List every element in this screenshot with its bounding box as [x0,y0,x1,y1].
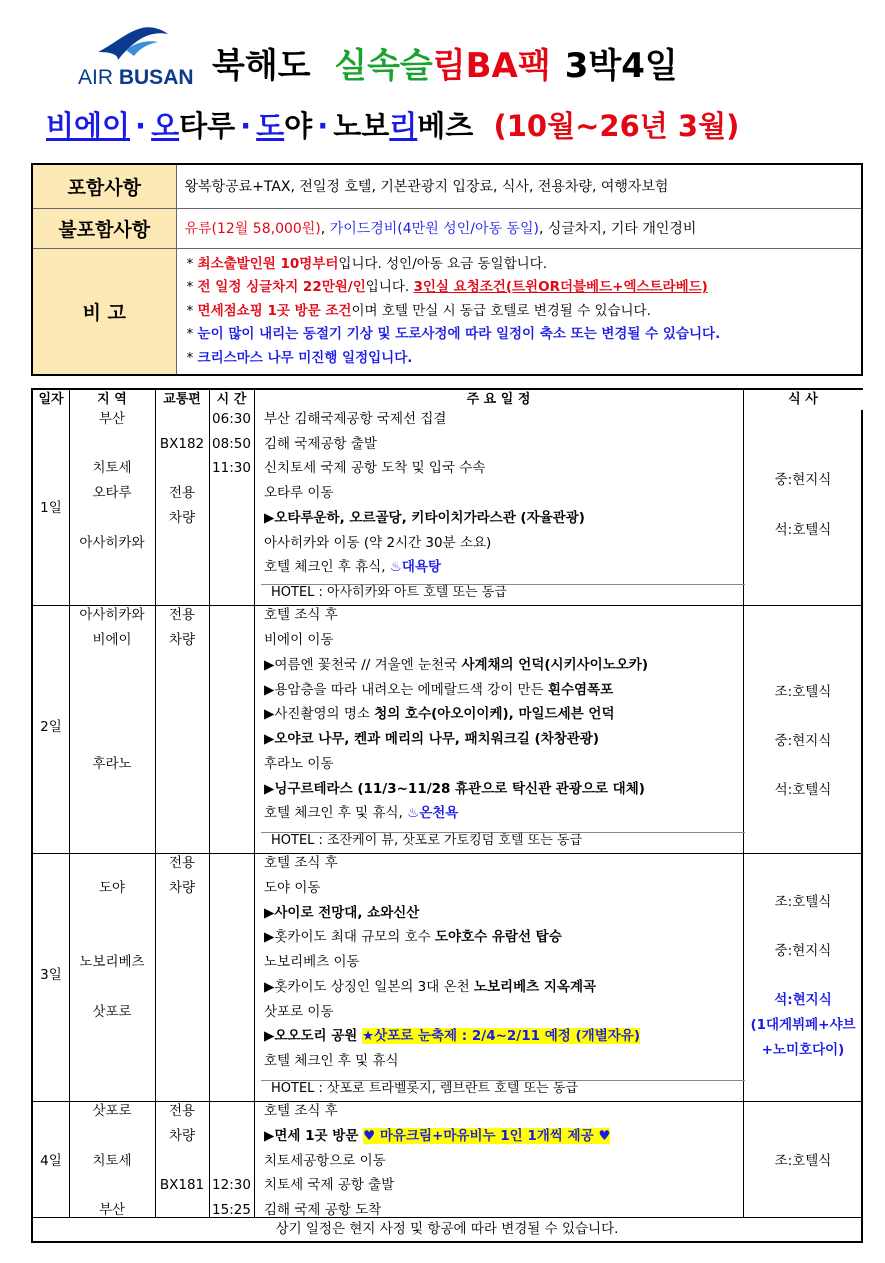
logo-text: AIR BUSAN [78,66,194,89]
day4-label: 4일 [40,1153,62,1169]
day3-region-2: 노보리베츠 [79,954,145,970]
day2-item-5: ▶사진촬영의 명소 청의 호수(아오이이케), 마일드세븐 언덕 [264,706,615,722]
note-1: * 최소출발인원 10명부터입니다. 성인/아동 요금 동일합니다. [186,255,547,272]
day2-item-2: 비에이 이동 [264,632,334,648]
page-subtitle: 비에이 · 오타루 · 도야 · 노보리베츠 (10월~26년 3월) [46,109,740,143]
day3-item-4: ▶홋카이도 최대 규모의 호수 도야호수 유람선 탑승 [264,929,562,945]
note-5: * 크리스마스 나무 미진행 일정입니다. [186,349,413,366]
note-3: * 면세점쇼핑 1곳 방문 조건이며 호텔 만실 시 동급 호텔로 변경될 수 있습니다. [186,302,651,319]
included-text: 왕복항공료+TAX, 전일정 호텔, 기본관광지 입장료, 식사, 전용차량, 여행자보험 [176,164,862,208]
day4-item-2: ▶면세 1곳 방문 ♥ 마유크림+마유비누 1인 1개씩 제공 ♥ [264,1128,611,1144]
day2-item-1: 호텔 조식 후 [264,607,338,623]
note-label: 비 고 [32,248,176,375]
day4-flight: BX181 [159,1177,205,1193]
day4-region-3: 부산 [98,1202,126,1218]
day3-region-3: 삿포로 [92,1004,132,1020]
page-title: 북해도 실속슬림BA팩 3박4일 [212,46,678,86]
header-time: 시 간 [209,390,254,410]
included-label: 포함사항 [32,164,176,208]
day1-region-4: 아사히카와 [79,535,145,551]
day1-time-3: 11:30 [212,460,251,476]
day2-item-8: ▶닝구르테라스 (11/3~11/28 휴관으로 탁신관 관광으로 대체) [264,781,645,797]
day3-meal-1: 조:호텔식 [774,894,832,910]
day3-item-3: ▶사이로 전망대, 쇼와신산 [264,905,420,921]
day1-item-3: 신치토세 국제 공항 도착 및 입국 수속 [264,460,486,476]
day3-label: 3일 [40,967,62,983]
day4-item-4: 치토세 국제 공항 출발 [264,1177,395,1193]
day2-region-3: 후라노 [92,756,132,772]
day4-transport-2: 차량 [168,1128,196,1144]
day1-flight: BX182 [159,436,205,452]
excluded-label: 불포함사항 [32,208,176,248]
day1-transport-1: 전용 [168,485,196,501]
day2-item-9: 호텔 체크인 후 및 휴식, ♨온천욕 [264,805,459,821]
day1-meal-1: 중:현지식 [774,472,832,488]
day2-hotel: HOTEL : 조잔케이 뷰, 삿포로 가토킹덤 호텔 또는 동급 [271,833,583,848]
day2-meal-1: 조:호텔식 [774,684,832,700]
day1-time-1: 06:30 [212,411,251,427]
day3-item-9: 호텔 체크인 후 및 휴식 [264,1053,399,1069]
day1-meal-2: 석:호텔식 [774,522,832,538]
day1-region-1: 부산 [98,411,126,427]
day2-item-7: 후라노 이동 [264,756,334,772]
day4-item-5: 김해 국제 공항 도착 [264,1202,382,1218]
day3-meal-3-detail-1: (1대게뷔페+샤브 [750,1017,856,1033]
day1-item-2: 김해 국제공항 출발 [264,436,377,452]
day2-item-4: ▶용암층을 따라 내려오는 에메랄드색 강이 만든 흰수염폭포 [264,682,614,698]
day3-item-1: 호텔 조식 후 [264,855,338,871]
airbusan-logo [78,22,194,92]
schedule-table [31,388,863,1243]
day2-label: 2일 [40,719,62,735]
note-4: * 눈이 많이 내리는 동절기 기상 및 도로사정에 따라 일정이 축소 또는 변경될 수 있습니다. [186,326,721,342]
header-meal: 식 사 [743,390,863,410]
day1-item-4: 오타루 이동 [264,485,334,501]
schedule-footer-note: 상기 일정은 현지 사정 및 항공에 따라 변경될 수 있습니다. [33,1217,861,1241]
day1-label: 1일 [40,500,62,516]
day2-region-2: 비에이 [92,632,132,648]
day3-item-6: ▶홋카이도 상징인 일본의 3대 온천 노보리베츠 지옥계곡 [264,979,597,995]
day1-time-2: 08:50 [212,436,251,452]
day4-item-3: 치토세공항으로 이동 [264,1153,386,1169]
day1-item-1: 부산 김해국제공항 국제선 집결 [264,411,447,427]
day3-item-7: 삿포로 이동 [264,1004,334,1020]
day4-time-2: 15:25 [212,1202,251,1218]
day2-transport-1: 전용 [168,607,196,623]
day3-region-1: 도야 [98,880,126,896]
day1-region-3: 오타루 [92,485,132,501]
day4-item-1: 호텔 조식 후 [264,1103,338,1119]
day2-meal-2: 중:현지식 [774,733,832,749]
day2-region-1: 아사히카와 [79,607,145,623]
header-day: 일자 [33,390,69,410]
day4-time-1: 12:30 [212,1177,251,1193]
day4-transport-1: 전용 [168,1103,196,1119]
day3-meal-3: 석:현지식 [774,992,832,1008]
day3-transport-1: 전용 [168,855,196,871]
day2-item-3: ▶여름엔 꽃천국 // 겨울엔 눈천국 사계채의 언덕(시키사이노오카) [264,657,649,673]
notes [176,248,862,375]
day4-meal-1: 조:호텔식 [774,1153,832,1169]
day3-hotel: HOTEL : 삿포로 트라벨롯지, 렘브란트 호텔 또는 동급 [271,1081,578,1096]
day3-meal-2: 중:현지식 [774,943,832,959]
header-transport: 교통편 [155,390,209,410]
note-2: * 전 일정 싱글차지 22만원/인입니다. 3인실 요청조건(트윈OR더블베드+엑스트라베드) [186,279,708,295]
day2-transport-2: 차량 [168,632,196,648]
day1-hotel: HOTEL : 아사히카와 아트 호텔 또는 동급 [271,585,507,600]
day1-region-2: 치토세 [92,460,132,476]
header-itinerary: 주 요 일 정 [254,390,743,410]
day3-meal-3-detail-2: +노미호다이) [761,1042,845,1058]
bird-logo-icon [96,22,170,64]
excluded-text: 유류(12월 58,000원), 가이드경비(4만원 성인/아동 동일), 싱글차지, 기타 개인경비 [176,208,862,248]
day2-meal-3: 석:호텔식 [774,782,832,798]
day1-transport-2: 차량 [168,510,196,526]
day3-item-2: 도야 이동 [264,880,321,896]
day1-checkin: 호텔 체크인 후 휴식, ♨대욕탕 [264,559,442,575]
day4-region-2: 치토세 [92,1153,132,1169]
day3-item-5: 노보리베츠 이동 [264,954,360,970]
day2-item-6: ▶오야코 나무, 켄과 메리의 나무, 패치워크길 (차창관광) [264,731,600,747]
day3-transport-2: 차량 [168,880,196,896]
day4-region-1: 삿포로 [92,1103,132,1119]
day1-item-5: ▶오타루운하, 오르골당, 키타이치가라스관 (자율관광) [264,510,585,526]
info-table [31,163,863,376]
day3-item-8: ▶오오도리 공원 ★삿포로 눈축제 : 2/4~2/11 예정 (개별자유) [264,1028,641,1044]
day1-item-6: 아사히카와 이동 (약 2시간 30분 소요) [264,535,492,551]
header-region: 지 역 [69,390,155,410]
